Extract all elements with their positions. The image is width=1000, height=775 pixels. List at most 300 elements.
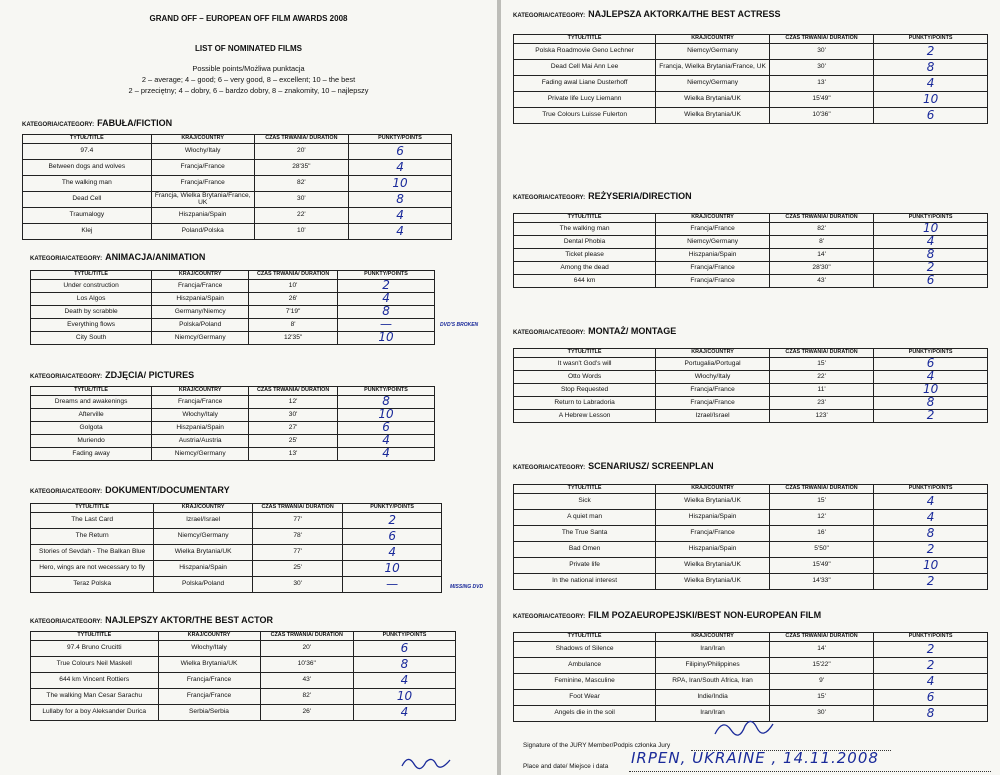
cell-title: Golgota [31, 421, 152, 434]
cell-points: 4 [874, 370, 988, 383]
category-name: FABUŁA/FICTION [97, 118, 173, 128]
table-row [514, 641, 988, 657]
cell-duration: 9' [769, 673, 873, 689]
col-country-header: KRAJ/COUNTRY [152, 387, 249, 396]
col-points-header: PUNKTY/POINTS [343, 504, 442, 513]
cell-title: Ambulance [514, 657, 656, 673]
table-row [31, 447, 435, 460]
table-row [31, 421, 435, 434]
col-points-header: PUNKTY/POINTS [874, 214, 988, 223]
category-name: ANIMACJA/ANIMATION [105, 252, 206, 262]
cell-duration: 43' [260, 672, 354, 688]
cell-points: 10 [338, 408, 435, 421]
cell-title: Los Algos [31, 292, 152, 305]
category-heading [30, 370, 194, 380]
table-row [514, 59, 988, 75]
cell-duration: 20' [254, 143, 348, 159]
table-row [514, 370, 988, 383]
table-row [31, 544, 442, 560]
col-duration-header: CZAS TRWANIA/ DURATION [769, 349, 873, 358]
table-row [31, 528, 442, 544]
points-line-3: 2 – przeciętny; 4 – dobry, 6 – bardzo dobry, 8 – znakomity, 10 – najlepszy [128, 86, 369, 95]
cell-country: Wielka Brytania/UK [158, 656, 260, 672]
cell-country: Polska/Poland [152, 318, 249, 331]
category-prefix: KATEGORIA/CATEGORY: [22, 122, 95, 128]
col-title-header: TYTUŁ/TITLE [514, 35, 656, 44]
table-row [23, 191, 452, 207]
cell-country: Iran/Iran [656, 705, 770, 721]
signature-label: Signature of the JURY Member/Podpis członka Jury [523, 742, 671, 749]
table-row [514, 673, 988, 689]
cell-country: Włochy/Italy [158, 640, 260, 656]
col-duration-header: CZAS TRWANIA/ DURATION [249, 387, 338, 396]
col-duration-header: CZAS TRWANIA/ DURATION [769, 214, 873, 223]
cell-duration: 15'49" [769, 557, 873, 573]
cell-duration: 12' [769, 509, 873, 525]
cell-duration: 23' [769, 396, 873, 409]
table-row [31, 512, 442, 528]
table-row [514, 557, 988, 573]
cell-duration: 27' [249, 421, 338, 434]
cell-country: Włochy/Italy [151, 143, 254, 159]
cell-points: 2 [874, 43, 988, 59]
direction-table [513, 213, 988, 288]
cell-title: The Last Card [31, 512, 154, 528]
cell-title: The walking man [514, 222, 656, 235]
cell-points: 8 [354, 656, 456, 672]
left-page [0, 0, 497, 775]
right-page [501, 0, 1000, 775]
cell-duration: 30' [769, 43, 873, 59]
cell-title: Feminine, Masculine [514, 673, 656, 689]
table-row [31, 434, 435, 447]
table-row [514, 409, 988, 422]
category-heading [30, 252, 205, 262]
cell-points: 10 [874, 222, 988, 235]
table-header-row [514, 485, 988, 494]
col-country-header: KRAJ/COUNTRY [656, 349, 770, 358]
col-title-header: TYTUŁ/TITLE [514, 349, 656, 358]
cell-duration: 13' [769, 75, 873, 91]
cell-title: City South [31, 331, 152, 344]
place-date-label: Place and date/ Miejsce i data [523, 763, 609, 770]
cell-duration: 30' [254, 191, 348, 207]
non-european-table [513, 632, 988, 722]
cell-points: 4 [874, 235, 988, 248]
table-row [514, 541, 988, 557]
cell-title: Angels die in the soil [514, 705, 656, 721]
cell-points: 6 [874, 107, 988, 123]
table-header-row [514, 633, 988, 642]
col-points-header: PUNKTY/POINTS [874, 349, 988, 358]
cell-country: Francja/France [656, 274, 770, 287]
col-country-header: KRAJ/COUNTRY [656, 35, 770, 44]
cell-title: A quiet man [514, 509, 656, 525]
table-row [31, 292, 435, 305]
col-title-header: TYTUŁ/TITLE [514, 633, 656, 642]
cell-title: Lullaby for a boy Aleksander Durica [31, 704, 159, 720]
table-row [514, 261, 988, 274]
cell-title: Muriendo [31, 434, 152, 447]
place-date-line [629, 771, 991, 772]
col-duration-header: CZAS TRWANIA/ DURATION [252, 504, 342, 513]
cell-title: Bad Omen [514, 541, 656, 557]
cell-country: Hiszpania/Spain [656, 248, 770, 261]
cell-title: Dead Cell [23, 191, 152, 207]
table-row [514, 274, 988, 287]
col-title-header: TYTUŁ/TITLE [514, 214, 656, 223]
category-prefix: KATEGORIA/CATEGORY: [513, 195, 586, 201]
col-points-header: PUNKTY/POINTS [349, 135, 452, 144]
cell-country: Niemcy/Germany [154, 528, 253, 544]
table-row [514, 222, 988, 235]
cell-country: Poland/Polska [151, 223, 254, 239]
category-prefix: KATEGORIA/CATEGORY: [30, 374, 103, 380]
table-row [31, 688, 456, 704]
missing-dvd-note: MISSING DVD [450, 584, 484, 590]
table-row [31, 640, 456, 656]
cell-country: Niemcy/Germany [656, 235, 770, 248]
cell-points: 4 [349, 223, 452, 239]
cell-country: Izrael/Israel [154, 512, 253, 528]
cell-country: Indie/India [656, 689, 770, 705]
cell-points: 6 [343, 528, 442, 544]
cell-country: Wielka Brytania/UK [656, 557, 770, 573]
cell-duration: 13' [249, 447, 338, 460]
cell-points: 10 [874, 383, 988, 396]
table-row [23, 143, 452, 159]
cell-title: Foot Wear [514, 689, 656, 705]
table-row [31, 704, 456, 720]
col-points-header: PUNKTY/POINTS [338, 271, 435, 280]
cell-points: 10 [343, 560, 442, 576]
cell-country: Włochy/Italy [152, 408, 249, 421]
table-row [31, 576, 442, 592]
cell-country: Wielka Brytania/UK [656, 573, 770, 589]
cell-country: Francja/France [158, 672, 260, 688]
cell-points: 2 [343, 512, 442, 528]
cell-title: 644 km [514, 274, 656, 287]
cell-duration: 5'50" [769, 541, 873, 557]
table-row [31, 331, 435, 344]
col-points-header: PUNKTY/POINTS [874, 35, 988, 44]
table-row [514, 493, 988, 509]
montage-table [513, 348, 988, 423]
cell-points: 8 [874, 248, 988, 261]
col-points-header: PUNKTY/POINTS [874, 633, 988, 642]
table-row [514, 91, 988, 107]
col-country-header: KRAJ/COUNTRY [152, 271, 249, 280]
table-row [514, 509, 988, 525]
cell-country: Wielka Brytania/UK [656, 107, 770, 123]
cell-duration: 30' [252, 576, 342, 592]
col-title-header: TYTUŁ/TITLE [31, 271, 152, 280]
cell-points: 4 [338, 292, 435, 305]
cell-title: Private life [514, 557, 656, 573]
table-row [514, 357, 988, 370]
event-title: GRAND OFF – EUROPEAN OFF FILM AWARDS 2008 [149, 14, 348, 23]
col-country-header: KRAJ/COUNTRY [656, 485, 770, 494]
cell-duration: 11' [769, 383, 873, 396]
best-actress-table [513, 34, 988, 124]
table-row [514, 657, 988, 673]
table-header-row [31, 271, 435, 280]
col-points-header: PUNKTY/POINTS [874, 485, 988, 494]
col-duration-header: CZAS TRWANIA/ DURATION [769, 633, 873, 642]
col-duration-header: CZAS TRWANIA/ DURATION [260, 632, 354, 641]
cell-points: 4 [354, 672, 456, 688]
cell-title: Stop Requested [514, 383, 656, 396]
table-row [514, 689, 988, 705]
cell-points: 10 [338, 331, 435, 344]
cell-country: Germany/Niemcy [152, 305, 249, 318]
cell-country: Francja/France [152, 395, 249, 408]
table-row [31, 408, 435, 421]
cell-country: Niemcy/Germany [152, 447, 249, 460]
place-date-value: IRPEN, UKRAINE , 14.11.2008 [631, 749, 879, 767]
cell-duration: 82' [254, 175, 348, 191]
col-country-header: KRAJ/COUNTRY [154, 504, 253, 513]
cell-points: 8 [874, 59, 988, 75]
cell-points: 6 [354, 640, 456, 656]
col-title-header: TYTUŁ/TITLE [31, 632, 159, 641]
cell-points: 6 [874, 689, 988, 705]
table-row [514, 383, 988, 396]
cell-points: 10 [354, 688, 456, 704]
cell-country: Wielka Brytania/UK [154, 544, 253, 560]
cell-duration: 7'19" [249, 305, 338, 318]
cell-points: 6 [874, 274, 988, 287]
col-title-header: TYTUŁ/TITLE [514, 485, 656, 494]
pictures-table [30, 386, 435, 461]
cell-duration: 26' [249, 292, 338, 305]
documentary-table [30, 503, 442, 593]
cell-duration: 10'36" [260, 656, 354, 672]
cell-duration: 28'35" [254, 159, 348, 175]
cell-title: True Colours Luisse Fulerton [514, 107, 656, 123]
signature-scribble [398, 750, 458, 772]
cell-duration: 25' [249, 434, 338, 447]
cell-points: 4 [874, 509, 988, 525]
cell-title: Private life Lucy Liemann [514, 91, 656, 107]
table-row [514, 525, 988, 541]
cell-title: Sick [514, 493, 656, 509]
table-header-row [31, 504, 442, 513]
list-title: LIST OF NOMINATED FILMS [195, 44, 302, 53]
col-points-header: PUNKTY/POINTS [338, 387, 435, 396]
cell-country: Francja, Wielka Brytania/France, UK [656, 59, 770, 75]
cell-country: Francja/France [158, 688, 260, 704]
col-country-header: KRAJ/COUNTRY [656, 633, 770, 642]
cell-duration: 30' [769, 59, 873, 75]
cell-title: Polska Roadmovie Geno Lechner [514, 43, 656, 59]
category-heading [513, 610, 821, 620]
cell-points: 8 [874, 705, 988, 721]
cell-duration: 77' [252, 544, 342, 560]
cell-country: Filipiny/Philippines [656, 657, 770, 673]
cell-title: Return to Labradoria [514, 396, 656, 409]
points-line-1: Possible points/Możliwa punktacja [192, 64, 305, 73]
cell-title: Dead Cell Mai Ann Lee [514, 59, 656, 75]
cell-title: Otto Words [514, 370, 656, 383]
cell-country: Polska/Poland [154, 576, 253, 592]
category-heading [30, 615, 273, 625]
category-heading [30, 485, 230, 495]
cell-country: Hiszpania/Spain [152, 421, 249, 434]
cell-country: Niemcy/Germany [152, 331, 249, 344]
col-country-header: KRAJ/COUNTRY [151, 135, 254, 144]
table-header-row [31, 632, 456, 641]
table-row [23, 175, 452, 191]
cell-title: Among the dead [514, 261, 656, 274]
category-prefix: KATEGORIA/CATEGORY: [30, 256, 103, 262]
table-row [31, 672, 456, 688]
table-row [31, 279, 435, 292]
cell-title: The walking man [23, 175, 152, 191]
points-line-2: 2 – average; 4 – good; 6 – very good, 8 – excellent; 10 – the best [141, 75, 356, 84]
cell-duration: 15'49" [769, 91, 873, 107]
cell-country: Austria/Austria [152, 434, 249, 447]
cell-title: It wasn't God's will [514, 357, 656, 370]
table-row [514, 248, 988, 261]
cell-points: 10 [874, 557, 988, 573]
table-row [23, 223, 452, 239]
table-header-row [23, 135, 452, 144]
cell-duration: 15' [769, 493, 873, 509]
cell-title: Fading away [31, 447, 152, 460]
cell-country: Francja/France [656, 222, 770, 235]
cell-title: 97.4 Bruno Crucitti [31, 640, 159, 656]
cell-country: Wielka Brytania/UK [656, 493, 770, 509]
cell-title: Dental Phobia [514, 235, 656, 248]
cell-duration: 82' [260, 688, 354, 704]
category-prefix: KATEGORIA/CATEGORY: [513, 13, 586, 19]
cell-duration: 78' [252, 528, 342, 544]
cell-duration: 16' [769, 525, 873, 541]
category-name: NAJLEPSZA AKTORKA/THE BEST ACTRESS [588, 9, 781, 19]
cell-duration: 8' [769, 235, 873, 248]
category-heading [513, 326, 676, 336]
cell-points: 6 [338, 421, 435, 434]
category-heading [22, 118, 172, 128]
cell-title: Under construction [31, 279, 152, 292]
table-header-row [514, 35, 988, 44]
cell-points: 2 [874, 541, 988, 557]
cell-duration: 82' [769, 222, 873, 235]
category-heading [513, 9, 780, 19]
cell-points: 2 [874, 261, 988, 274]
table-row [31, 656, 456, 672]
table-row [514, 107, 988, 123]
cell-title: A Hebrew Lesson [514, 409, 656, 422]
table-row [31, 560, 442, 576]
cell-title: Death by scrabble [31, 305, 152, 318]
cell-title: Between dogs and wolves [23, 159, 152, 175]
cell-country: Portugalia/Portugal [656, 357, 770, 370]
cell-title: The Return [31, 528, 154, 544]
cell-country: Niemcy/Germany [656, 75, 770, 91]
cell-duration: 14'33" [769, 573, 873, 589]
cell-points: 4 [349, 159, 452, 175]
cell-country: Hiszpania/Spain [154, 560, 253, 576]
cell-points: 6 [874, 357, 988, 370]
cell-points: 8 [874, 525, 988, 541]
category-name: ZDJĘCIA/ PICTURES [105, 370, 195, 380]
cell-title: 97.4 [23, 143, 152, 159]
category-prefix: KATEGORIA/CATEGORY: [30, 489, 103, 495]
category-name: FILM POZAEUROPEJSKI/BEST NON-EUROPEAN FILM [588, 610, 822, 620]
cell-title: Teraz Polska [31, 576, 154, 592]
cell-points: 4 [874, 673, 988, 689]
dvd-broken-note: DVD'S BROKEN [440, 322, 479, 328]
cell-duration: 12'35" [249, 331, 338, 344]
table-row [514, 75, 988, 91]
cell-country: Francja/France [151, 175, 254, 191]
animation-table [30, 270, 435, 345]
category-heading [513, 191, 692, 201]
table-header-row [514, 214, 988, 223]
cell-country: Hiszpania/Spain [152, 292, 249, 305]
cell-country: Izrael/Israel [656, 409, 770, 422]
category-name: MONTAŻ/ MONTAGE [588, 326, 677, 336]
cell-country: Hiszpania/Spain [656, 541, 770, 557]
jury-signature-scribble [711, 712, 781, 742]
category-name: DOKUMENT/DOCUMENTARY [105, 485, 230, 495]
cell-points: 8 [338, 305, 435, 318]
cell-country: Francja/France [656, 396, 770, 409]
category-name: NAJLEPSZY AKTOR/THE BEST ACTOR [105, 615, 273, 625]
cell-duration: 14' [769, 248, 873, 261]
table-header-row [31, 387, 435, 396]
cell-duration: 14' [769, 641, 873, 657]
col-title-header: TYTUŁ/TITLE [31, 387, 152, 396]
cell-duration: 43' [769, 274, 873, 287]
category-heading [513, 461, 714, 471]
col-country-header: KRAJ/COUNTRY [158, 632, 260, 641]
table-row [23, 207, 452, 223]
cell-duration: 30' [769, 705, 873, 721]
cell-points: 2 [338, 279, 435, 292]
cell-title: Everything flows [31, 318, 152, 331]
cell-duration: 10' [249, 279, 338, 292]
cell-country: Francja/France [656, 525, 770, 541]
category-name: REŻYSERIA/DIRECTION [588, 191, 692, 201]
cell-title: The True Santa [514, 525, 656, 541]
cell-title: Afterville [31, 408, 152, 421]
cell-title: Stories of Sevdah - The Balkan Blue [31, 544, 154, 560]
cell-title: The walking Man Cesar Sarachu [31, 688, 159, 704]
cell-points: 4 [338, 434, 435, 447]
cell-duration: 12' [249, 395, 338, 408]
cell-duration: 26' [260, 704, 354, 720]
cell-points: 4 [354, 704, 456, 720]
best-actor-table [30, 631, 456, 721]
table-row [31, 395, 435, 408]
cell-country: Francja/France [152, 279, 249, 292]
category-prefix: KATEGORIA/CATEGORY: [513, 330, 586, 336]
col-points-header: PUNKTY/POINTS [354, 632, 456, 641]
cell-points: 4 [874, 75, 988, 91]
table-row [514, 396, 988, 409]
cell-points: 4 [343, 544, 442, 560]
cell-points: — [338, 318, 435, 331]
cell-duration: 22' [769, 370, 873, 383]
cell-points: 8 [874, 396, 988, 409]
cell-duration: 15' [769, 357, 873, 370]
fiction-table [22, 134, 452, 240]
cell-duration: 8' [249, 318, 338, 331]
cell-title: In the national interest [514, 573, 656, 589]
